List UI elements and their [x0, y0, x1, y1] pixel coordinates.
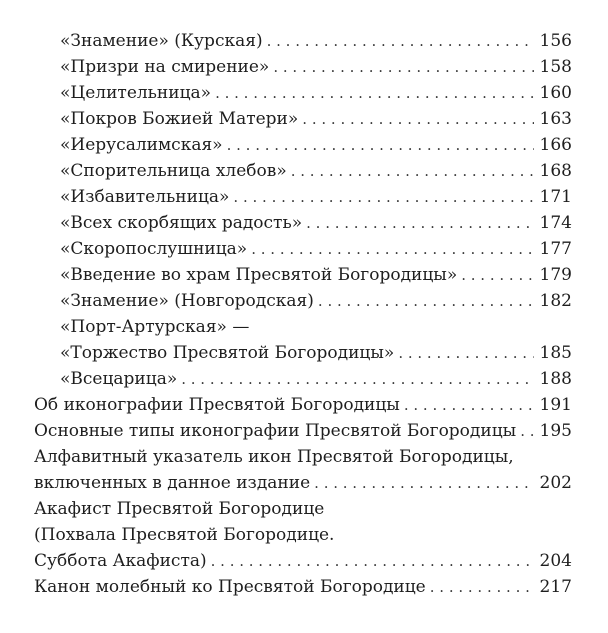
toc-entry[interactable] [60, 210, 572, 236]
toc-entry[interactable] [34, 496, 572, 574]
dot-leader [215, 80, 533, 106]
toc-entry-page: 195 [539, 421, 572, 441]
toc-entry[interactable] [60, 106, 572, 132]
toc-entry[interactable] [60, 158, 572, 184]
dot-leader [233, 184, 533, 210]
toc-entry-page: 174 [539, 213, 572, 233]
toc-entry[interactable] [34, 444, 572, 496]
dot-leader [318, 288, 534, 314]
dot-leader [314, 470, 533, 496]
toc-entry[interactable] [60, 366, 572, 392]
toc-entry-title: «Целительница» [60, 83, 212, 103]
toc-entry-page: 188 [539, 369, 572, 389]
dot-leader [181, 366, 533, 392]
toc-entry[interactable] [60, 262, 572, 288]
toc-entry-title-line: Акафист Пресвятой Богородице [34, 499, 325, 519]
dot-leader [227, 132, 534, 158]
toc-entry-title: Основные типы иконографии Пресвятой Богородицы [34, 421, 517, 441]
toc-entry-title: «Спорительница хлебов» [60, 161, 287, 181]
dot-leader [404, 392, 534, 418]
toc-entry-page: 191 [539, 395, 572, 415]
toc-entry-page: 160 [539, 83, 572, 103]
toc-entry-title: Канон молебный ко Пресвятой Богородице [34, 577, 426, 597]
toc-entry-page: 156 [539, 31, 572, 51]
dot-leader [267, 28, 534, 54]
toc-entry-page: 204 [539, 551, 572, 571]
toc-entry[interactable] [60, 236, 572, 262]
toc-entry-title: «Призри на смирение» [60, 57, 270, 77]
toc-entry[interactable] [60, 28, 572, 54]
toc-entry-title: Об иконографии Пресвятой Богородицы [34, 395, 400, 415]
toc-entry-page: 163 [539, 109, 572, 129]
toc-entry-page: 177 [539, 239, 572, 259]
toc-entry-page: 202 [539, 473, 572, 493]
toc-entry-title: «Всецарица» [60, 369, 178, 389]
toc-entry-page: 179 [539, 265, 572, 285]
toc-entry[interactable] [60, 132, 572, 158]
toc-entry-title: «Всех скорбящих радость» [60, 213, 303, 233]
toc-entry[interactable] [34, 418, 572, 444]
toc-entry[interactable] [60, 314, 572, 366]
toc-entry-page: 185 [539, 343, 572, 363]
toc-entry[interactable] [60, 184, 572, 210]
toc-entry-title: «Торжество Пресвятой Богородицы» [60, 343, 395, 363]
toc-entry-title: «Иерусалимская» [60, 135, 223, 155]
dot-leader [211, 548, 534, 574]
toc-entry-title-line: Алфавитный указатель икон Пресвятой Богородицы, [34, 447, 514, 467]
toc-entry-page: 166 [539, 135, 572, 155]
toc-entry-title: «Скоропослушница» [60, 239, 248, 259]
toc-entry-title: «Знамение» (Курская) [60, 31, 263, 51]
toc-entry[interactable] [60, 54, 572, 80]
dot-leader [306, 210, 533, 236]
toc-entry-title: включенных в данное издание [34, 473, 311, 493]
toc-entry-title: «Знамение» (Новгородская) [60, 291, 314, 311]
toc-entry-title-line: «Порт-Артурская» — [60, 317, 250, 337]
toc-entry-page: 171 [539, 187, 572, 207]
dot-leader [461, 262, 533, 288]
toc-entry-title: Суббота Акафиста) [34, 551, 207, 571]
toc-entry-page: 168 [539, 161, 572, 181]
dot-leader [520, 418, 533, 444]
dot-leader [302, 106, 533, 132]
toc-entry-title-line: (Похвала Пресвятой Богородице. [34, 525, 335, 545]
toc-entry-page: 158 [539, 57, 572, 77]
toc-entry[interactable] [34, 392, 572, 418]
toc-entry-page: 182 [539, 291, 572, 311]
dot-leader [251, 236, 533, 262]
toc-entry-title: «Введение во храм Пресвятой Богородицы» [60, 265, 458, 285]
toc-entry-title: «Покров Божией Матери» [60, 109, 299, 129]
dot-leader [273, 54, 533, 80]
dot-leader [430, 574, 534, 600]
toc-entry[interactable] [60, 80, 572, 106]
dot-leader [291, 158, 534, 184]
table-of-contents [0, 28, 608, 600]
toc-entry-title: «Избавительница» [60, 187, 230, 207]
toc-entry-page: 217 [539, 577, 572, 597]
dot-leader [398, 340, 533, 366]
toc-entry[interactable] [60, 288, 572, 314]
toc-entry[interactable] [34, 574, 572, 600]
